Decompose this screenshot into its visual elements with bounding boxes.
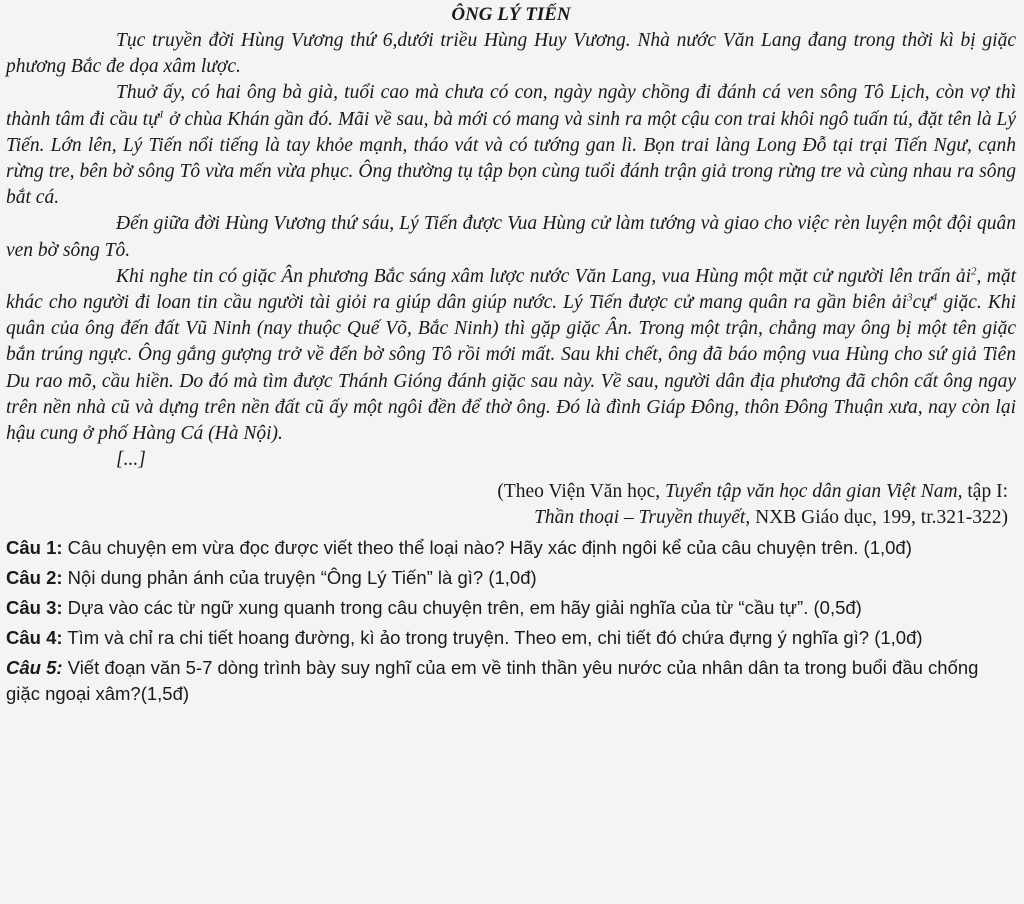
story-title: ÔNG LÝ TIẾN: [451, 4, 571, 25]
paragraph-4-part-d: giặc. Khi quân của ông đến đất Vũ Ninh (nay thuộc Quế Võ, Bắc Ninh) thì gặp giặc Ân. Trong một trận, chẳng may ông bị một tên giặc bắn trúng ngực. Ông gắng gượng trở về đến bờ sông Tô rồi mới mất. Sau khi chết, ông đã báo mộng vua Hùng cho sứ giả Tiên Du rao mõ, cầu hiền. Do đó mà tìm được Thánh Gióng đánh giặc sau này. Về sau, người dân địa phương đã chôn cất ông ngay trên nền nhà cũ và dựng trên nền đất cũ ấy một ngôi đền để thờ ông. Đó là đình Giáp Đông, thôn Đông Thuận xưa, nay còn lại hậu cung ở phố Hàng Cá (Hà Nội).: [6, 292, 1016, 445]
question-2: [6, 565, 1016, 591]
paragraph-3: Đến giữa đời Hùng Vương thứ sáu, Lý Tiến được Vua Hùng cử làm tướng và giao cho việc rèn luyện một đội quân ven bờ sông Tô.: [6, 213, 1016, 261]
cropped-top-marks: [156, 0, 656, 4]
footnote-marker-3: 3: [907, 291, 913, 304]
source-line-1: [6, 479, 1008, 505]
questions-list: [6, 535, 1016, 707]
paragraph-4-part-a: Khi nghe tin có giặc Ân phương Bắc sáng xâm lược nước Văn Lang, vua Hùng một mặt cử người lên trấn ải: [116, 265, 972, 287]
paragraph-4: [6, 264, 1016, 447]
question-1: [6, 535, 1016, 561]
story-body: [6, 28, 1016, 473]
question-3: [6, 595, 1016, 621]
question-1-label: Câu 1:: [6, 537, 63, 559]
source-book-title: Tuyển tập văn học dân gian Việt Nam,: [664, 481, 963, 503]
footnote-marker-2: 2: [971, 265, 977, 278]
paragraph-1: Tục truyền đời Hùng Vương thứ 6,dưới triều Hùng Huy Vương. Nhà nước Văn Lang đang trong thời kì bị giặc phương Bắc đe dọa xâm lược.: [6, 30, 1016, 78]
document-page: [6, 0, 1016, 711]
question-5-label: Câu 5:: [6, 657, 63, 679]
footnote-marker-4: 4: [931, 291, 938, 304]
question-3-text: Dựa vào các từ ngữ xung quanh trong câu chuyện trên, em hãy giải nghĩa của từ “cầu tự”. (0,5đ): [62, 597, 862, 619]
question-3-label: Câu 3:: [6, 597, 63, 619]
source-publisher: , NXB Giáo dục, 199, tr.321-322): [745, 507, 1008, 529]
source-prefix: (Theo Viện Văn học,: [497, 481, 665, 503]
question-5-text: Viết đoạn văn 5-7 dòng trình bày suy nghĩ của em về tinh thần yêu nước của nhân dân ta trong buổi đầu chống giặc ngoại xâm?(1,5đ): [6, 657, 979, 705]
question-4-text: Tìm và chỉ ra chi tiết hoang đường, kì ảo trong truyện. Theo em, chi tiết đó chứa đựng ý nghĩa gì? (1,0đ): [62, 627, 923, 649]
paragraph-2-part-b: ở chùa Khán gần đó. Mãi về sau, bà mới có mang và sinh ra một cậu con trai khôi ngô tuấn tú, đặt tên là Lý Tiến. Lớn lên, Lý Tiến nổi tiếng là tay khỏe mạnh, tháo vát và có tướng gan lì. Bọn trai làng Long Đỗ tại trại Tiến Ngư, cạnh rừng tre, bên bờ sông Tô vừa mến vừa phục. Ông thường tụ tập bọn cùng tuổi đánh trận giả trong rừng tre và cùng nhau ra sông bắt cá.: [6, 108, 1017, 209]
paragraph-4-part-b: , mặt khác cho người đi loan tin cầu người tài giỏi ra giúp dân giúp nước. Lý Tiến được cử mang quân ra gần biên ải: [6, 265, 1017, 314]
paragraph-4-part-c: cự: [912, 292, 932, 314]
paragraph-2-part-a: Thuở ấy, có hai ông bà già, tuổi cao mà chưa có con, ngày ngày chồng đi đánh cá ven sông Tô Lịch, còn vợ thì thành tâm đi cầu tự: [6, 82, 1016, 130]
question-4-label: Câu 4:: [6, 627, 63, 649]
question-2-text: Nội dung phản ánh của truyện “Ông Lý Tiến” là gì? (1,0đ): [62, 567, 537, 589]
source-subtitle: Thần thoại – Truyền thuyết: [534, 507, 746, 529]
source-volume: tập I:: [962, 481, 1008, 503]
ellipsis: [...]: [116, 449, 146, 471]
question-4: [6, 625, 1016, 651]
question-1-text: Câu chuyện em vừa đọc được viết theo thể loại nào? Hãy xác định ngôi kể của câu chuyện trên. (1,0đ): [62, 537, 912, 559]
source-citation: [6, 479, 1008, 531]
question-5: [6, 655, 1016, 707]
question-2-label: Câu 2:: [6, 567, 63, 589]
footnote-marker-1: 1: [158, 108, 165, 121]
paragraph-2: [6, 80, 1016, 211]
source-line-2: [6, 505, 1008, 531]
